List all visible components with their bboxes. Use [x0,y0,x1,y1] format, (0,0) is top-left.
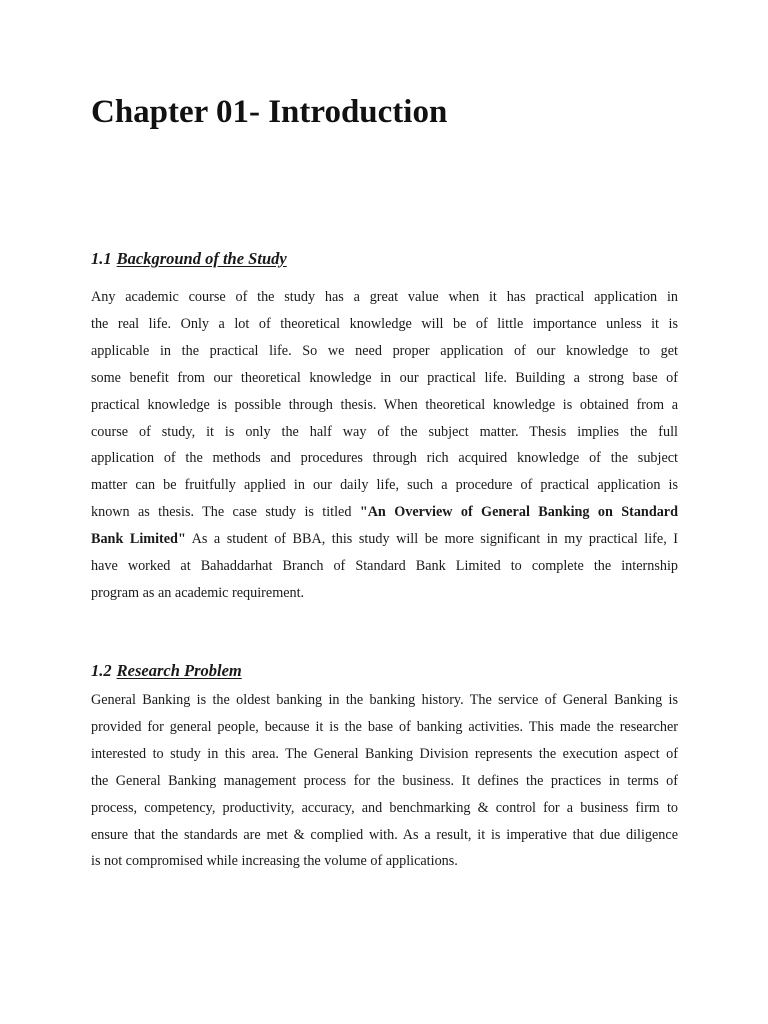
paragraph-line: course of study, it is only the half way of the subject matter. Thesis implies the full [91,423,678,440]
section-number: 1.2 [91,661,112,680]
paragraph-line: the General Banking management process for the business. It defines the practices in terms of [91,772,678,789]
section-paragraph [91,284,678,607]
section-heading-text: Background of the Study [116,249,287,268]
paragraph-line: application of the methods and procedures through rich acquired knowledge of the subject [91,450,678,467]
section-heading-text: Research Problem [116,661,242,680]
paragraph-line: provided for general people, because it is the base of banking activities. This made the researcher [91,718,678,735]
paragraph-line: ensure that the standards are met & complied with. As a result, it is imperative that due diligence [91,826,678,843]
section-research-problem [91,660,678,875]
paragraph-line: program as an academic requirement. [91,584,305,601]
paragraph-line: applicable in the practical life. So we need proper application of our knowledge to get [91,342,678,359]
section-heading [91,660,678,682]
chapter-title: Chapter 01- Introduction [91,94,448,130]
paragraph-line: is not compromised while increasing the volume of applications. [91,853,458,870]
paragraph-line [91,499,678,526]
paragraph-line: matter can be fruitfully applied in our daily life, such a procedure of practical application is [91,477,678,494]
paragraph-line: process, competency, productivity, accuracy, and benchmarking & control for a business firm to [91,799,678,816]
case-study-title: "An Overview of General Banking on Standard [359,504,678,521]
section-heading [91,248,678,270]
paragraph-line: some benefit from our theoretical knowledge in our practical life. Building a strong base of [91,369,678,386]
line-text: As a student of BBA, this study will be more significant in my practical life, I [185,531,679,548]
line-text: known as thesis. The case study is titled [91,504,352,521]
paragraph-line [91,526,678,553]
case-study-title-end: Bank Limited" [91,531,186,548]
section-number: 1.1 [91,249,112,268]
paragraph-line: have worked at Bahaddarhat Branch of Standard Bank Limited to complete the internship [91,558,678,575]
section-background-of-study [91,248,678,607]
paragraph-line: interested to study in this area. The General Banking Division represents the execution aspect of [91,745,678,762]
paragraph-line: the real life. Only a lot of theoretical knowledge will be of little importance unless it is [91,315,678,332]
paragraph-line: Any academic course of the study has a great value when it has practical application in [91,289,678,305]
section-paragraph [91,687,678,875]
paragraph-line: General Banking is the oldest banking in the banking history. The service of General Banking is [91,692,678,708]
paragraph-line: practical knowledge is possible through thesis. When theoretical knowledge is obtained from a [91,396,678,413]
